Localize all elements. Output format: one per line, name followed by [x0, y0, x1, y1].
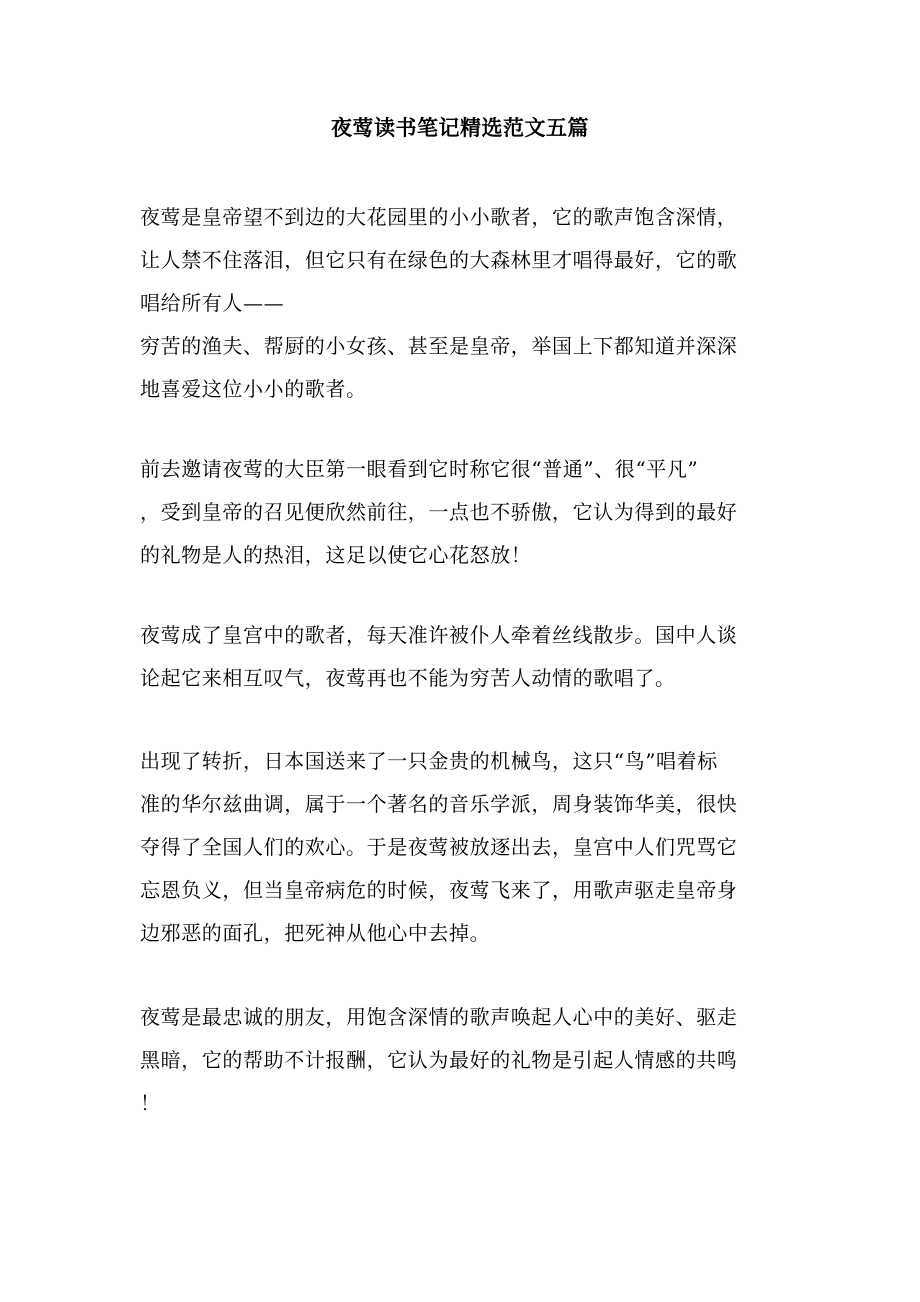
- document-title: 夜莺读书笔记精选范文五篇: [331, 115, 589, 140]
- paragraph-line: 夜莺成了皇宫中的歌者，每天准许被仆人牵着丝线散步。国中人谈: [140, 623, 738, 647]
- paragraph-line: 边邪恶的面孔，把死神从他心中去掉。: [140, 921, 491, 945]
- paragraph-line: 地喜爱这位小小的歌者。: [140, 377, 367, 401]
- paragraph-line: 前去邀请夜莺的大臣第一眼看到它时称它很“普通”、很“平凡”: [140, 457, 699, 481]
- paragraph-line: ！: [140, 1091, 161, 1115]
- paragraph-line: 的礼物是人的热泪，这足以使它心花怒放！: [140, 543, 532, 567]
- paragraph-line: 穷苦的渔夫、帮厨的小女孩、甚至是皇帝，举国上下都知道并深深: [140, 334, 738, 358]
- paragraph-line: 唱给所有人——: [140, 291, 285, 315]
- paragraph-1: [140, 196, 775, 411]
- paragraph-line: 黑暗，它的帮助不计报酬，它认为最好的礼物是引起人情感的共鸣: [140, 1048, 738, 1072]
- paragraph-line: 夜莺是皇帝望不到边的大花园里的小小歌者，它的歌声饱含深情，: [140, 205, 738, 229]
- paragraph-line: 出现了转折，日本国送来了一只金贵的机械鸟，这只“鸟”唱着标: [140, 749, 718, 773]
- paragraph-5: [140, 996, 775, 1125]
- paragraph-3: [140, 614, 775, 700]
- paragraph-line: ，受到皇帝的召见便欣然前往，一点也不骄傲，它认为得到的最好: [140, 500, 738, 524]
- paragraph-4: [140, 740, 775, 955]
- paragraph-line: 夜莺是最忠诚的朋友，用饱含深情的歌声唤起人心中的美好、驱走: [140, 1005, 738, 1029]
- paragraph-line: 准的华尔兹曲调，属于一个著名的音乐学派，周身装饰华美，很快: [140, 792, 738, 816]
- paragraph-line: 忘恩负义，但当皇帝病危的时候，夜莺飞来了，用歌声驱走皇帝身: [140, 878, 738, 902]
- paragraph-line: 夺得了全国人们的欢心。于是夜莺被放逐出去，皇宫中人们咒骂它: [140, 835, 738, 859]
- paragraph-2: [140, 448, 775, 577]
- paragraph-line: 让人禁不住落泪，但它只有在绿色的大森林里才唱得最好，它的歌: [140, 248, 738, 272]
- paragraph-line: 论起它来相互叹气，夜莺再也不能为穷苦人动情的歌唱了。: [140, 666, 676, 690]
